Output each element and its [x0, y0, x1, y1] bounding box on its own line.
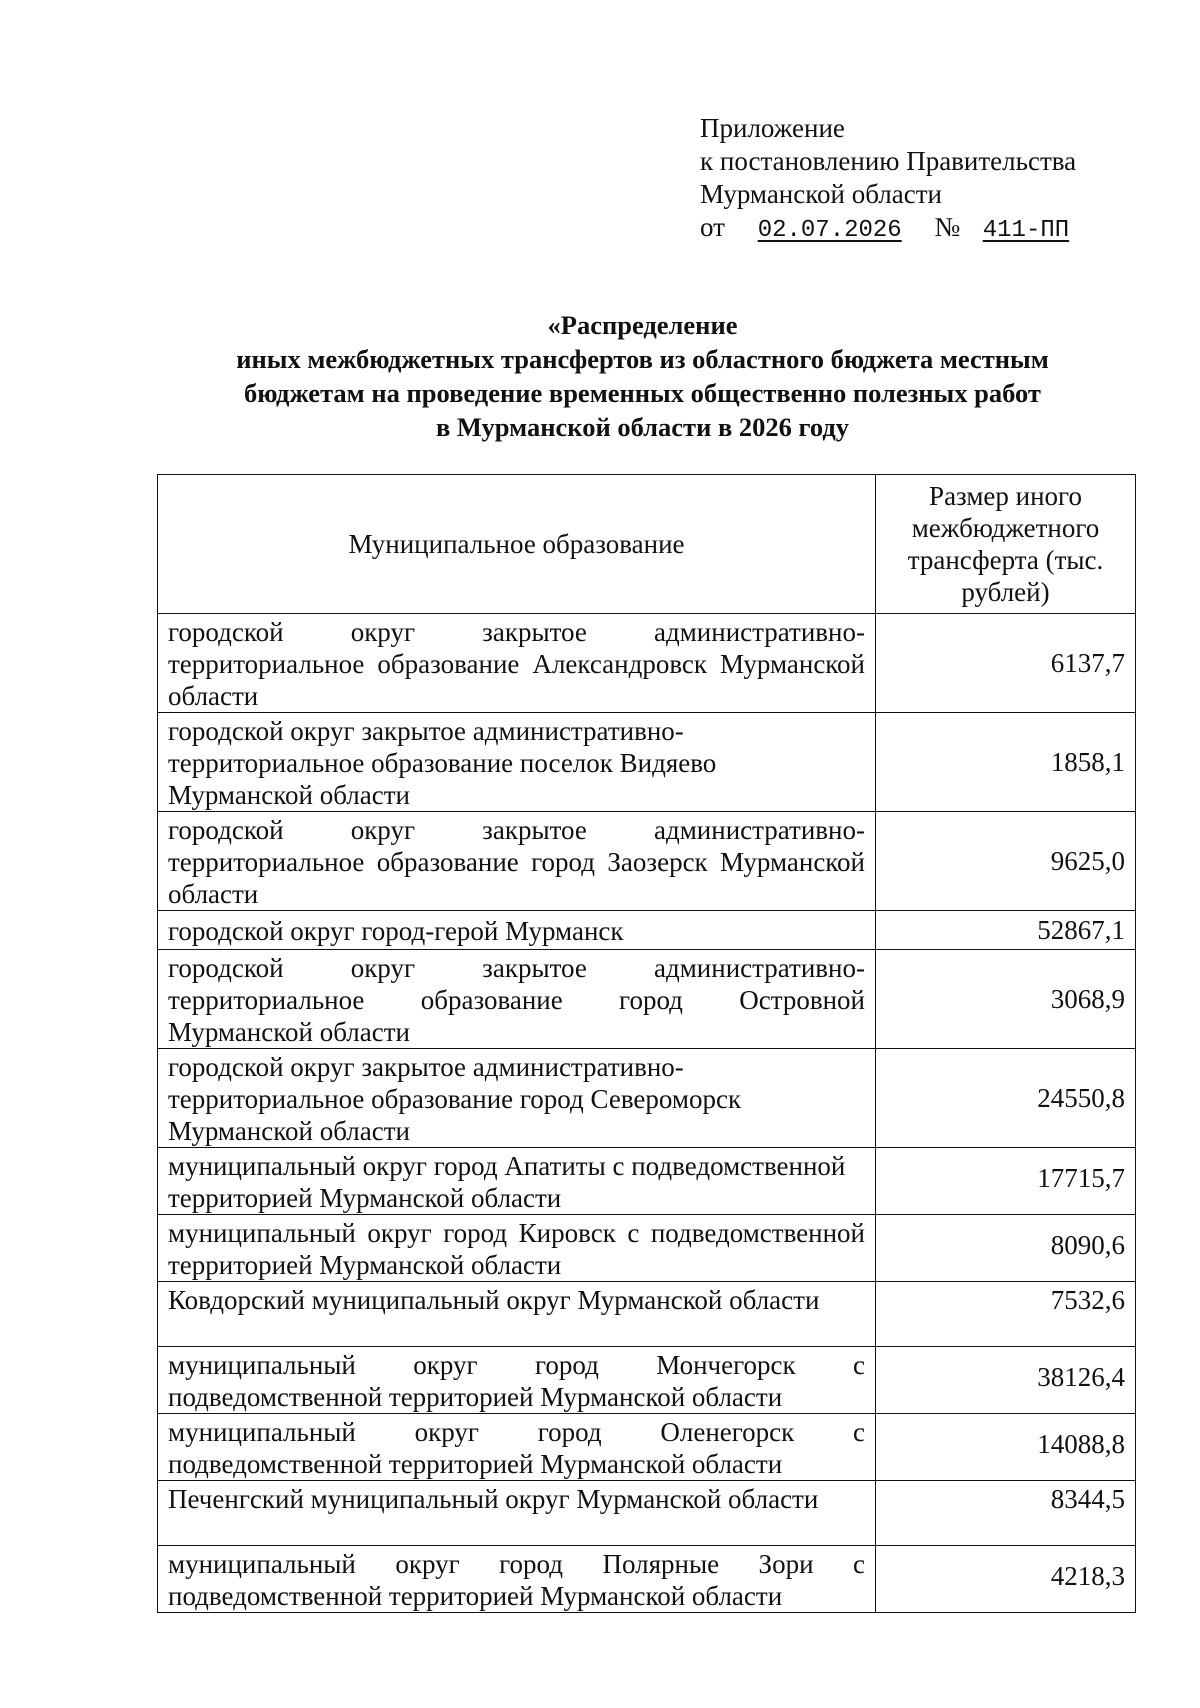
- transfer-amount: 7532,6: [876, 1282, 1136, 1347]
- municipality-name: городской округ закрытое административно-территориальное образование поселок Видяево Мурманской области: [158, 713, 876, 812]
- resolution-date: 02.07.2026: [757, 217, 902, 244]
- title-line: иных межбюджетных трансфертов из областного бюджета местным: [236, 344, 1049, 374]
- municipality-name: муниципальный округ город Полярные Зори с подведомственной территорией Мурманской области: [158, 1546, 876, 1613]
- table-row: [158, 1481, 1136, 1546]
- appendix-title: Приложение: [700, 113, 845, 143]
- municipality-name: городской округ город-герой Мурманск: [158, 911, 876, 950]
- transfer-amount: 17715,7: [876, 1148, 1136, 1215]
- table-row: [158, 1414, 1136, 1481]
- number-label: №: [934, 212, 961, 242]
- table-header-row: [158, 475, 1136, 614]
- municipality-name: муниципальный округ город Апатиты с подведомственной территорией Мурманской области: [158, 1148, 876, 1215]
- transfer-amount: 1858,1: [876, 713, 1136, 812]
- municipality-name: Печенгский муниципальный округ Мурманской области: [158, 1481, 876, 1546]
- appendix-region: Мурманской области: [700, 179, 942, 209]
- title-line: «Распределение: [547, 310, 738, 340]
- transfer-amount: 52867,1: [876, 911, 1136, 950]
- table-row: [158, 1347, 1136, 1414]
- title-line: бюджетам на проведение временных общественно полезных работ: [244, 378, 1041, 408]
- appendix-block: [700, 112, 1085, 247]
- from-label: от: [700, 212, 725, 242]
- resolution-number: 411-ПП: [982, 217, 1070, 244]
- municipality-name: Ковдорский муниципальный округ Мурманской области: [158, 1282, 876, 1347]
- transfers-table: [157, 474, 1136, 1613]
- municipality-name: городской округ закрытое административно-территориальное образование Александровск Мурманской области: [158, 614, 876, 713]
- transfer-amount: 8090,6: [876, 1215, 1136, 1282]
- appendix-reference: к постановлению Правительства: [700, 146, 1077, 176]
- transfer-amount: 4218,3: [876, 1546, 1136, 1613]
- table-row: [158, 713, 1136, 812]
- transfer-amount: 8344,5: [876, 1481, 1136, 1546]
- transfer-amount: 24550,8: [876, 1049, 1136, 1148]
- municipality-name: городской округ закрытое административно-территориальное образование город Островной Мурманской области: [158, 950, 876, 1049]
- table-row: [158, 950, 1136, 1049]
- table-row: [158, 614, 1136, 713]
- municipality-name: городской округ закрытое административно-территориальное образование город Североморск Мурманской области: [158, 1049, 876, 1148]
- table-row: [158, 1546, 1136, 1613]
- transfer-amount: 9625,0: [876, 812, 1136, 911]
- title-line: в Мурманской области в 2026 году: [435, 412, 850, 442]
- table-row: [158, 911, 1136, 950]
- municipality-name: муниципальный округ город Оленегорск с подведомственной территорией Мурманской области: [158, 1414, 876, 1481]
- municipality-name: муниципальный округ город Мончегорск с подведомственной территорией Мурманской области: [158, 1347, 876, 1414]
- transfer-amount: 3068,9: [876, 950, 1136, 1049]
- document-title: [150, 308, 1135, 444]
- appendix-date-line: [700, 211, 1085, 247]
- header-transfer-amount: Размер иного межбюджетного трансферта (тыс. рублей): [876, 475, 1136, 614]
- transfer-amount: 6137,7: [876, 614, 1136, 713]
- transfer-amount: 38126,4: [876, 1347, 1136, 1414]
- municipality-name: муниципальный округ город Кировск с подведомственной территорией Мурманской области: [158, 1215, 876, 1282]
- transfer-amount: 14088,8: [876, 1414, 1136, 1481]
- table-row: [158, 1049, 1136, 1148]
- table-row: [158, 812, 1136, 911]
- header-municipality: Муниципальное образование: [158, 475, 876, 614]
- table-row: [158, 1282, 1136, 1347]
- table-row: [158, 1148, 1136, 1215]
- municipality-name: городской округ закрытое административно-территориальное образование город Заозерск Мурманской области: [158, 812, 876, 911]
- table-row: [158, 1215, 1136, 1282]
